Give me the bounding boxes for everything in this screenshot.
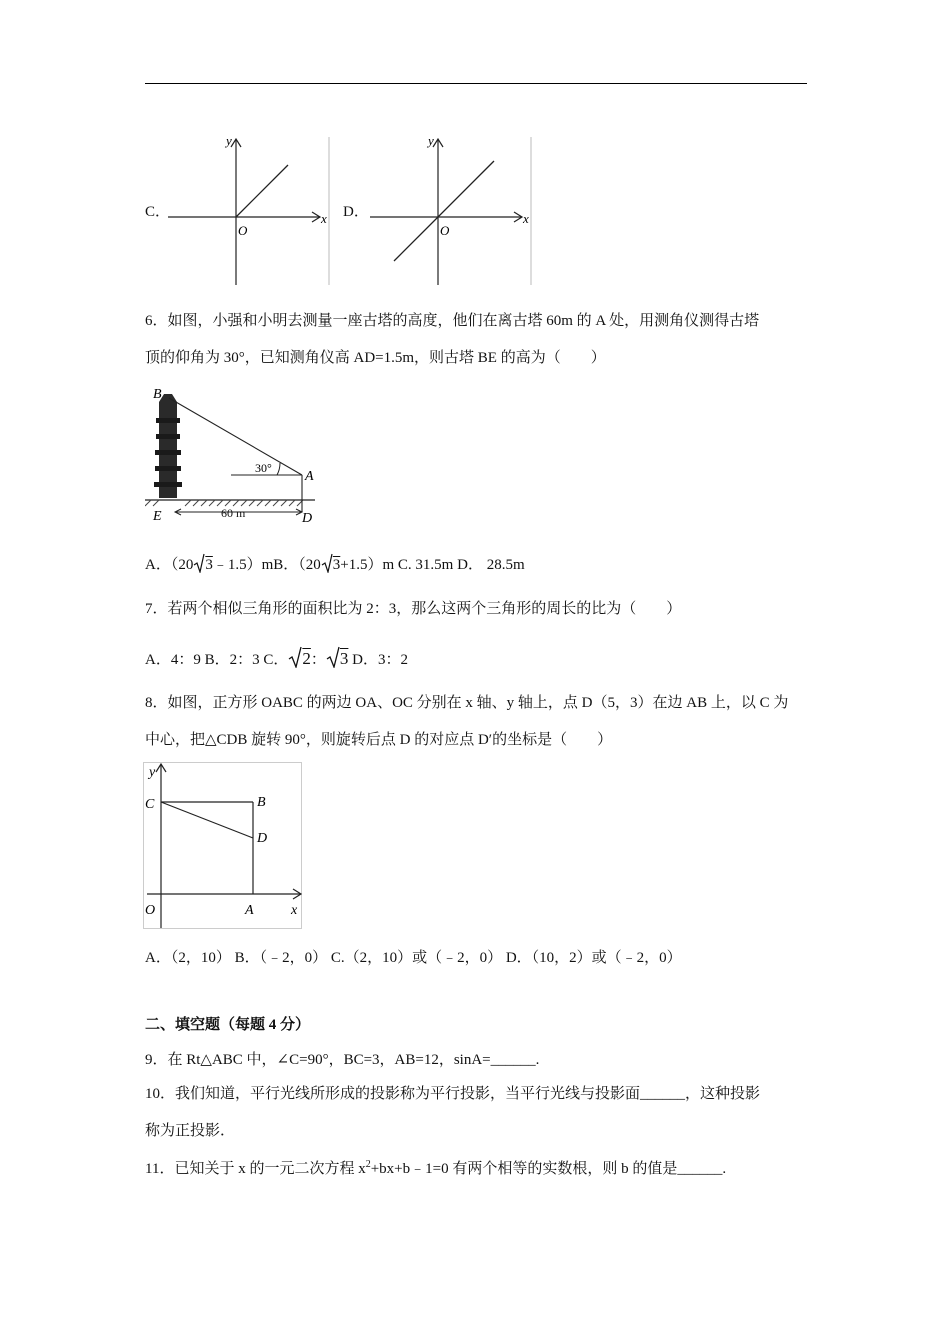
option-c-label: C． bbox=[145, 204, 171, 220]
q8-stem-line1: 8．如图，正方形 OABC 的两边 OA、OC 分别在 x 轴、y 轴上，点 D（5，3）在边 AB 上，以 C 为 bbox=[145, 695, 789, 711]
q7-option-c-sep: ： bbox=[310, 652, 326, 668]
q7-option-a: A．4：9 bbox=[145, 652, 201, 668]
q11-post: +bx+b﹣1=0 有两个相等的实数根，则 b 的值是______. bbox=[370, 1161, 727, 1177]
sqrt-sign-icon bbox=[326, 646, 340, 670]
segment-cd bbox=[161, 802, 253, 838]
q6-option-b-radicand: 3 bbox=[332, 557, 341, 573]
option-d-label: D． bbox=[343, 204, 369, 220]
label-d: D bbox=[257, 831, 268, 846]
label-e: E bbox=[153, 509, 162, 524]
q8-options: A．（2，10） B．（﹣2，0） C.（2，10）或（﹣2，0） D．（10，2）或（﹣2，0） bbox=[145, 950, 682, 966]
q6-options bbox=[145, 553, 525, 575]
x-label: x bbox=[321, 211, 327, 226]
q6-option-b-pre: B．（20 bbox=[273, 557, 321, 573]
sqrt-sign-icon bbox=[193, 553, 205, 575]
angle-arc bbox=[277, 463, 280, 475]
q6-stem-line2: 顶的仰角为 30°，已知测角仪高 AD=1.5m，则古塔 BE 的高为（ ） bbox=[145, 350, 606, 366]
label-a: A bbox=[305, 469, 314, 484]
label-d: D bbox=[302, 511, 313, 524]
q9-text: 9．在 Rt△ABC 中，∠C=90°，BC=3，AB=12，sinA=______. bbox=[145, 1052, 540, 1068]
q6-option-a-radicand: 3 bbox=[205, 557, 213, 573]
q6-option-a-post: ﹣1.5）m bbox=[212, 557, 274, 573]
section2-title: 二、填空题（每题 4 分） bbox=[145, 1017, 311, 1033]
q7-option-c-radicand2: 3 bbox=[339, 649, 349, 668]
q8-stem-line2: 中心，把△CDB 旋转 90°，则旋转后点 D 的对应点 D′的坐标是（ ） bbox=[145, 732, 613, 748]
q8-square-figure bbox=[143, 762, 305, 932]
y-label: y bbox=[226, 135, 232, 148]
x-label: x bbox=[523, 211, 529, 226]
graph-c bbox=[168, 135, 333, 287]
graph-line bbox=[236, 165, 288, 217]
q10-line2: 称为正投影． bbox=[145, 1123, 236, 1139]
origin-label: O bbox=[440, 223, 450, 238]
q6-option-d: D． 28.5m bbox=[457, 557, 525, 573]
q7-option-c-pre: C． bbox=[263, 652, 289, 668]
q6-option-a-pre: A．（20 bbox=[145, 557, 194, 573]
q7-option-b: B．2：3 bbox=[204, 652, 260, 668]
origin-label: O bbox=[238, 223, 248, 238]
label-a: A bbox=[245, 903, 254, 918]
q11-superscript: 2 bbox=[365, 1159, 371, 1170]
label-x: x bbox=[291, 903, 298, 918]
angle-label: 30° bbox=[255, 461, 272, 475]
pagoda-icon bbox=[154, 394, 182, 498]
sqrt-sign-icon bbox=[288, 646, 302, 670]
q7-options bbox=[145, 646, 408, 670]
q10-line1: 10．我们知道，平行光线所形成的投影称为平行投影，当平行光线与投影面______，这种投影 bbox=[145, 1086, 761, 1102]
figure-frame bbox=[144, 763, 302, 929]
q6-option-c: C. 31.5m bbox=[397, 557, 454, 573]
header-rule bbox=[145, 83, 807, 84]
q11-pre: 11．已知关于 x 的一元二次方程 x bbox=[145, 1161, 366, 1177]
label-b: B bbox=[257, 795, 266, 810]
q6-option-b-post: +1.5）m bbox=[340, 557, 395, 573]
q7-option-c-radicand1: 2 bbox=[302, 649, 311, 668]
label-c: C bbox=[145, 797, 155, 812]
q7-stem: 7．若两个相似三角形的面积比为 2：3，那么这两个三角形的周长的比为（ ） bbox=[145, 601, 682, 617]
label-y: y bbox=[149, 765, 156, 780]
y-label: y bbox=[428, 135, 434, 148]
q11-text bbox=[145, 1155, 726, 1179]
q6-stem-line1: 6．如图，小强和小明去测量一座古塔的高度，他们在离古塔 60m 的 A 处，用测角仪测得古塔 bbox=[145, 313, 760, 329]
label-o: O bbox=[145, 903, 156, 918]
sqrt-sign-icon bbox=[321, 553, 333, 575]
q6-pagoda-figure bbox=[145, 382, 327, 524]
q7-option-d: D．3：2 bbox=[352, 652, 408, 668]
graph-d bbox=[370, 135, 535, 287]
label-b: B bbox=[153, 387, 162, 402]
sight-line bbox=[169, 398, 302, 475]
distance-label: 60 m bbox=[221, 506, 246, 520]
graph-line bbox=[394, 161, 494, 261]
